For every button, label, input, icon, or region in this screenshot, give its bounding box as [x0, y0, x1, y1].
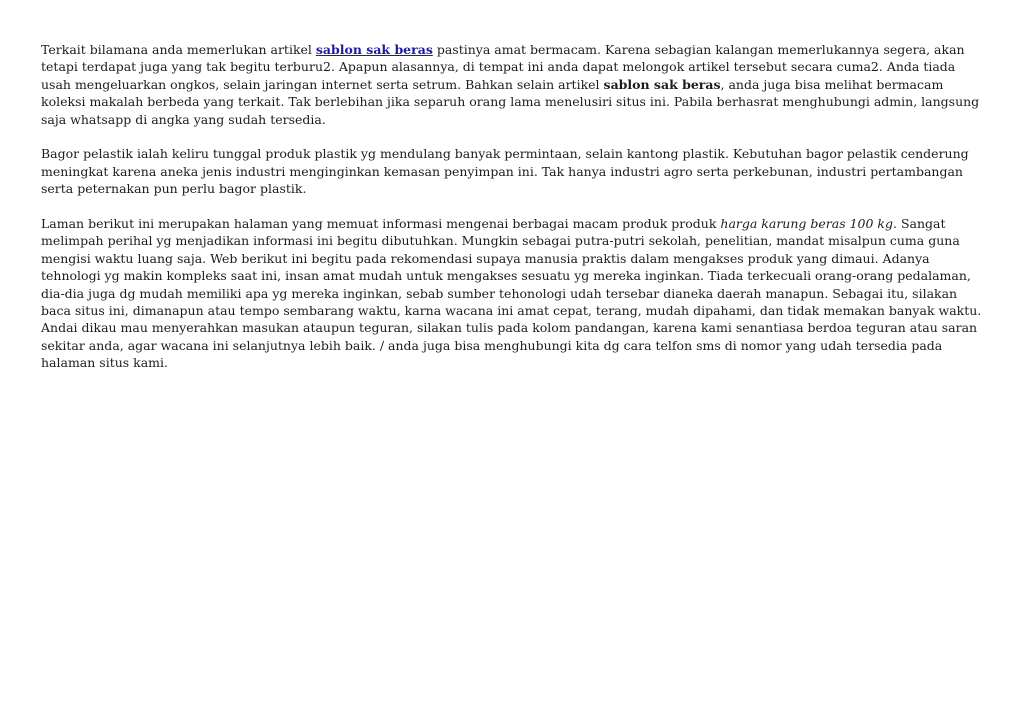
sablon-sak-beras-link[interactable]: sablon sak beras: [315, 42, 433, 57]
intro-text-start: Terkait bilamana anda memerlukan artikel: [41, 42, 316, 57]
bagor-text: Bagor pelastik ialah keliru tunggal produk plastik yg mendulang banyak permintaan, selain kantong plastik. Kebutuhan bagor pelastik cenderung meningkat karena aneka jenis industri menginginkan kemasan penyimpan ini. Tak hanya industri agro serta perkebunan, industri pertambangan serta peternakan pun perlu bagor plastik.: [41, 146, 969, 197]
laman-text-start: Laman berikut ini merupakan halaman yang memuat informasi mengenai berbagai macam produk produk: [41, 216, 721, 232]
document-page: [41, 41, 987, 389]
intro-text-end: , anda juga bisa melihat bermacam koleksi makalah berbeda yang terkait. Tak berlebihan jika separuh orang lama menelusiri situs ini. Pabila berhasrat menghubungi admin, langsung saja whatsapp di angka yang sudah tersedia.: [41, 76, 980, 127]
paragraph-bagor: [41, 145, 987, 197]
laman-text-end: . Sangat melimpah perihal yg menjadikan informasi ini begitu dibutuhkan. Mungkin sebagai putra-putri sekolah, penelitian, mandat misalpun cuma guna mengisi waktu luang saja. Web berikut ini begitu pada rekomendasi supaya manusia praktis dalam mengakses produk yang dimaui. Adanya tehnologi yg makin kompleks saat ini, insan amat mudah untuk mengakses sesuatu yg mereka inginkan. Tiada terkecuali orang-orang pedalaman, dia-dia juga dg mudah memiliki apa yg mereka inginkan, sebab sumber tehonologi udah tersebar dianeka daerah manapun. Sebagai itu, silakan baca situs ini, dimanapun atau tempo sembarang waktu, karna wacana ini amat cepat, terang, mudah dipahami, dan tidak memakan banyak waktu. Andai dikau mau menyerahkan masukan ataupun teguran, silakan tulis pada kolom pandangan, karena kami senantiasa berdoa teguran atau saran sekitar anda, agar wacana ini selanjutnya lebih baik. / anda juga bisa menghubungi kita dg cara telfon sms di nomor yang udah tersedia pada halaman situs kami.: [41, 216, 982, 371]
paragraph-intro: [41, 41, 987, 128]
laman-italic-keyword: harga karung beras 100 kg: [720, 216, 893, 232]
intro-bold-keyword: sablon sak beras: [603, 76, 721, 92]
paragraph-laman: [41, 215, 987, 372]
intro-text-middle: pastinya amat bermacam. Karena sebagian kalangan memerlukannya segera, akan tetapi terdapat juga yang tak begitu terburu2. Apapun alasannya, di tempat ini anda dapat melongok artikel tersebut secara cuma2. Anda tiada usah mengeluarkan ongkos, selain jaringan internet serta setrum. Bahkan selain artikel: [41, 42, 965, 92]
